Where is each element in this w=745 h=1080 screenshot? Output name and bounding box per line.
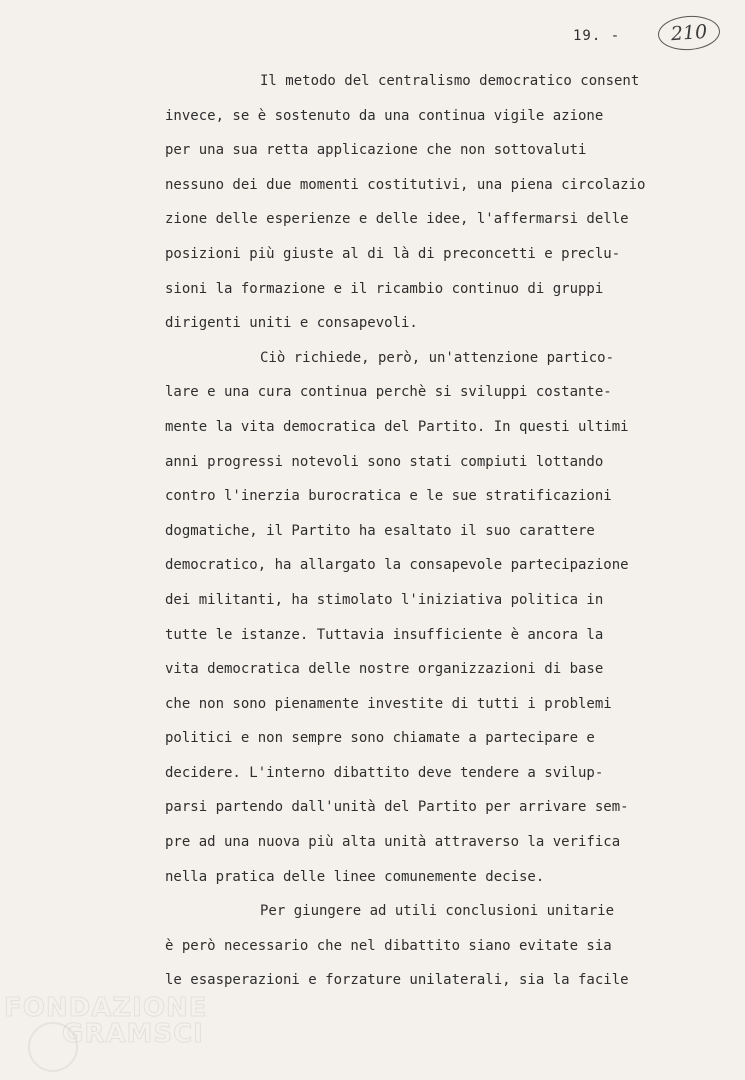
archive-number-stamp: 210 bbox=[657, 14, 721, 52]
text-line: vita democratica delle nostre organizzazioni di base bbox=[165, 661, 604, 678]
page-number: 19. - bbox=[573, 28, 621, 44]
text-line: politici e non sempre sono chiamate a partecipare e bbox=[165, 730, 595, 747]
text-line: democratico, ha allargato la consapevole partecipazione bbox=[165, 557, 629, 574]
text-line: Il metodo del centralismo democratico consent bbox=[260, 73, 640, 89]
text-line: lare e una cura continua perchè si sviluppi costante- bbox=[165, 384, 612, 401]
text-line: Per giungere ad utili conclusioni unitarie bbox=[260, 903, 615, 920]
text-line: per una sua retta applicazione che non sottovaluti bbox=[165, 142, 587, 159]
watermark bbox=[4, 995, 207, 1047]
document-body bbox=[165, 64, 705, 998]
watermark-line: FONDAZIONE bbox=[4, 993, 208, 1023]
text-line: nella pratica delle linee comunemente decise. bbox=[165, 868, 545, 885]
text-line: contro l'inerzia burocratica e le sue stratificazioni bbox=[165, 488, 612, 505]
watermark-line: GRAMSCI bbox=[62, 1019, 204, 1049]
text-line: posizioni più giuste al di là di preconcetti e preclu- bbox=[165, 245, 621, 262]
text-line: che non sono pienamente investite di tutti i problemi bbox=[165, 695, 612, 712]
text-line: nessuno dei due momenti costitutivi, una piena circolazio bbox=[165, 176, 646, 193]
text-line: dogmatiche, il Partito ha esaltato il suo carattere bbox=[165, 522, 595, 539]
text-line: pre ad una nuova più alta unità attraverso la verifica bbox=[165, 834, 621, 851]
text-line: anni progressi notevoli sono stati compiuti lottando bbox=[165, 453, 604, 470]
text-line: dirigenti uniti e consapevoli. bbox=[165, 315, 418, 332]
text-line: tutte le istanze. Tuttavia insufficiente è ancora la bbox=[165, 626, 604, 643]
text-line: zione delle esperienze e delle idee, l'affermarsi delle bbox=[165, 211, 629, 228]
text-line: parsi partendo dall'unità del Partito per arrivare sem- bbox=[165, 799, 629, 816]
text-line: decidere. L'interno dibattito deve tendere a svilup- bbox=[165, 764, 604, 781]
text-line: sioni la formazione e il ricambio continuo di gruppi bbox=[165, 280, 604, 297]
text-line: Ciò richiede, però, un'attenzione partico- bbox=[260, 349, 615, 366]
text-line: le esasperazioni e forzature unilaterali, sia la facile bbox=[165, 972, 629, 989]
text-line: invece, se è sostenuto da una continua vigile azione bbox=[165, 107, 604, 124]
text-line: è però necessario che nel dibattito siano evitate sia bbox=[165, 937, 612, 954]
text-line: mente la vita democratica del Partito. In questi ultimi bbox=[165, 418, 629, 435]
text-line: dei militanti, ha stimolato l'iniziativa politica in bbox=[165, 591, 604, 608]
